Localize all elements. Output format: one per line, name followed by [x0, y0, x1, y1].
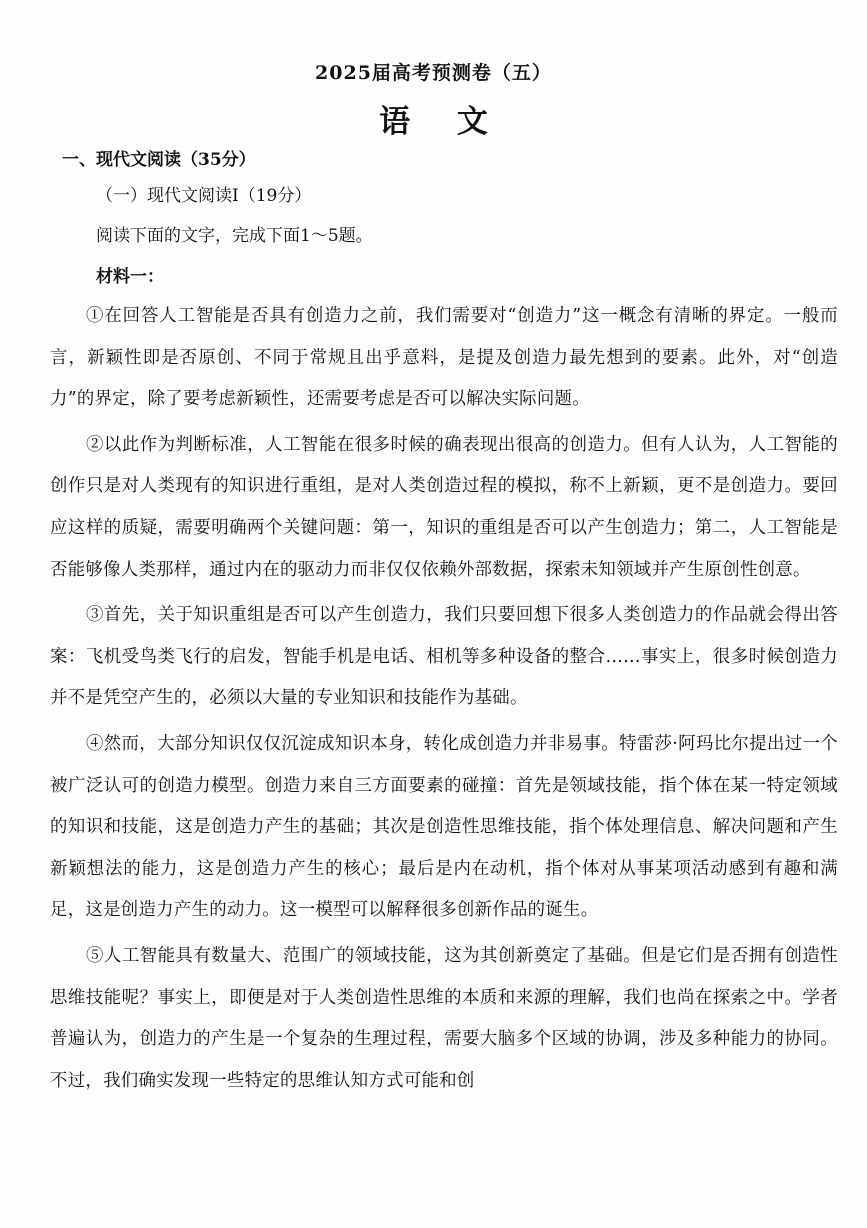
exam-title: 2025届高考预测卷（五） [315, 62, 552, 84]
subject-title: 语 文 [379, 104, 506, 140]
material-body [50, 296, 838, 1102]
section-heading: 一、现代文阅读（35分） [62, 150, 256, 170]
paragraph-5: ⑤人工智能具有数量大、范围广的领域技能，这为其创新奠定了基础。但是它们是否拥有创造性思维技能呢？事实上，即便是对于人类创造性思维的本质和来源的理解，我们也尚在探索之中。学者普遍认为，创造力的产生是一个复杂的生理过程，需要大脑多个区域的协调，涉及多种能力的协同。不过，我们确实发现一些特定的思维认知方式可能和创 [50, 945, 838, 1091]
subsection-heading: （一）现代文阅读Ⅰ（19分） [96, 186, 312, 206]
paragraph-1: ①在回答人工智能是否具有创造力之前，我们需要对“创造力”这一概念有清晰的界定。一般而言，新颖性即是否原创、不同于常规且出乎意料，是提及创造力最先想到的要素。此外，对“创造力”的界定，除了要考虑新颖性，还需要考虑是否可以解决实际问题。 [50, 306, 838, 410]
reading-instruction: 阅读下面的文字，完成下面1～5题。 [96, 226, 373, 246]
paragraph-3: ③首先，关于知识重组是否可以产生创造力，我们只要回想下很多人类创造力的作品就会得出答案：飞机受鸟类飞行的启发，智能手机是电话、相机等多种设备的整合……事实上，很多时候创造力并不是凭空产生的，必须以大量的专业知识和技能作为基础。 [50, 605, 838, 709]
paragraph-4: ④然而，大部分知识仅仅沉淀成知识本身，转化成创造力并非易事。特雷莎·阿玛比尔提出过一个被广泛认可的创造力模型。创造力来自三方面要素的碰撞：首先是领域技能，指个体在某一特定领域的知识和技能，这是创造力产生的基础；其次是创造性思维技能，指个体处理信息、解决问题和产生新颖想法的能力，这是创造力产生的核心；最后是内在动机，指个体对从事某项活动感到有趣和满足，这是创造力产生的动力。这一模型可以解释很多创新作品的诞生。 [50, 733, 838, 921]
material-label: 材料一： [96, 267, 164, 287]
paragraph-2: ②以此作为判断标准，人工智能在很多时候的确表现出很高的创造力。但有人认为，人工智能的创作只是对人类现有的知识进行重组，是对人类创造过程的模拟，称不上新颖，更不是创造力。要回应这样的质疑，需要明确两个关键问题：第一，知识的重组是否可以产生创造力；第二，人工智能是否能够像人类那样，通过内在的驱动力而非仅仅依赖外部数据，探索未知领域并产生原创性创意。 [50, 434, 838, 580]
